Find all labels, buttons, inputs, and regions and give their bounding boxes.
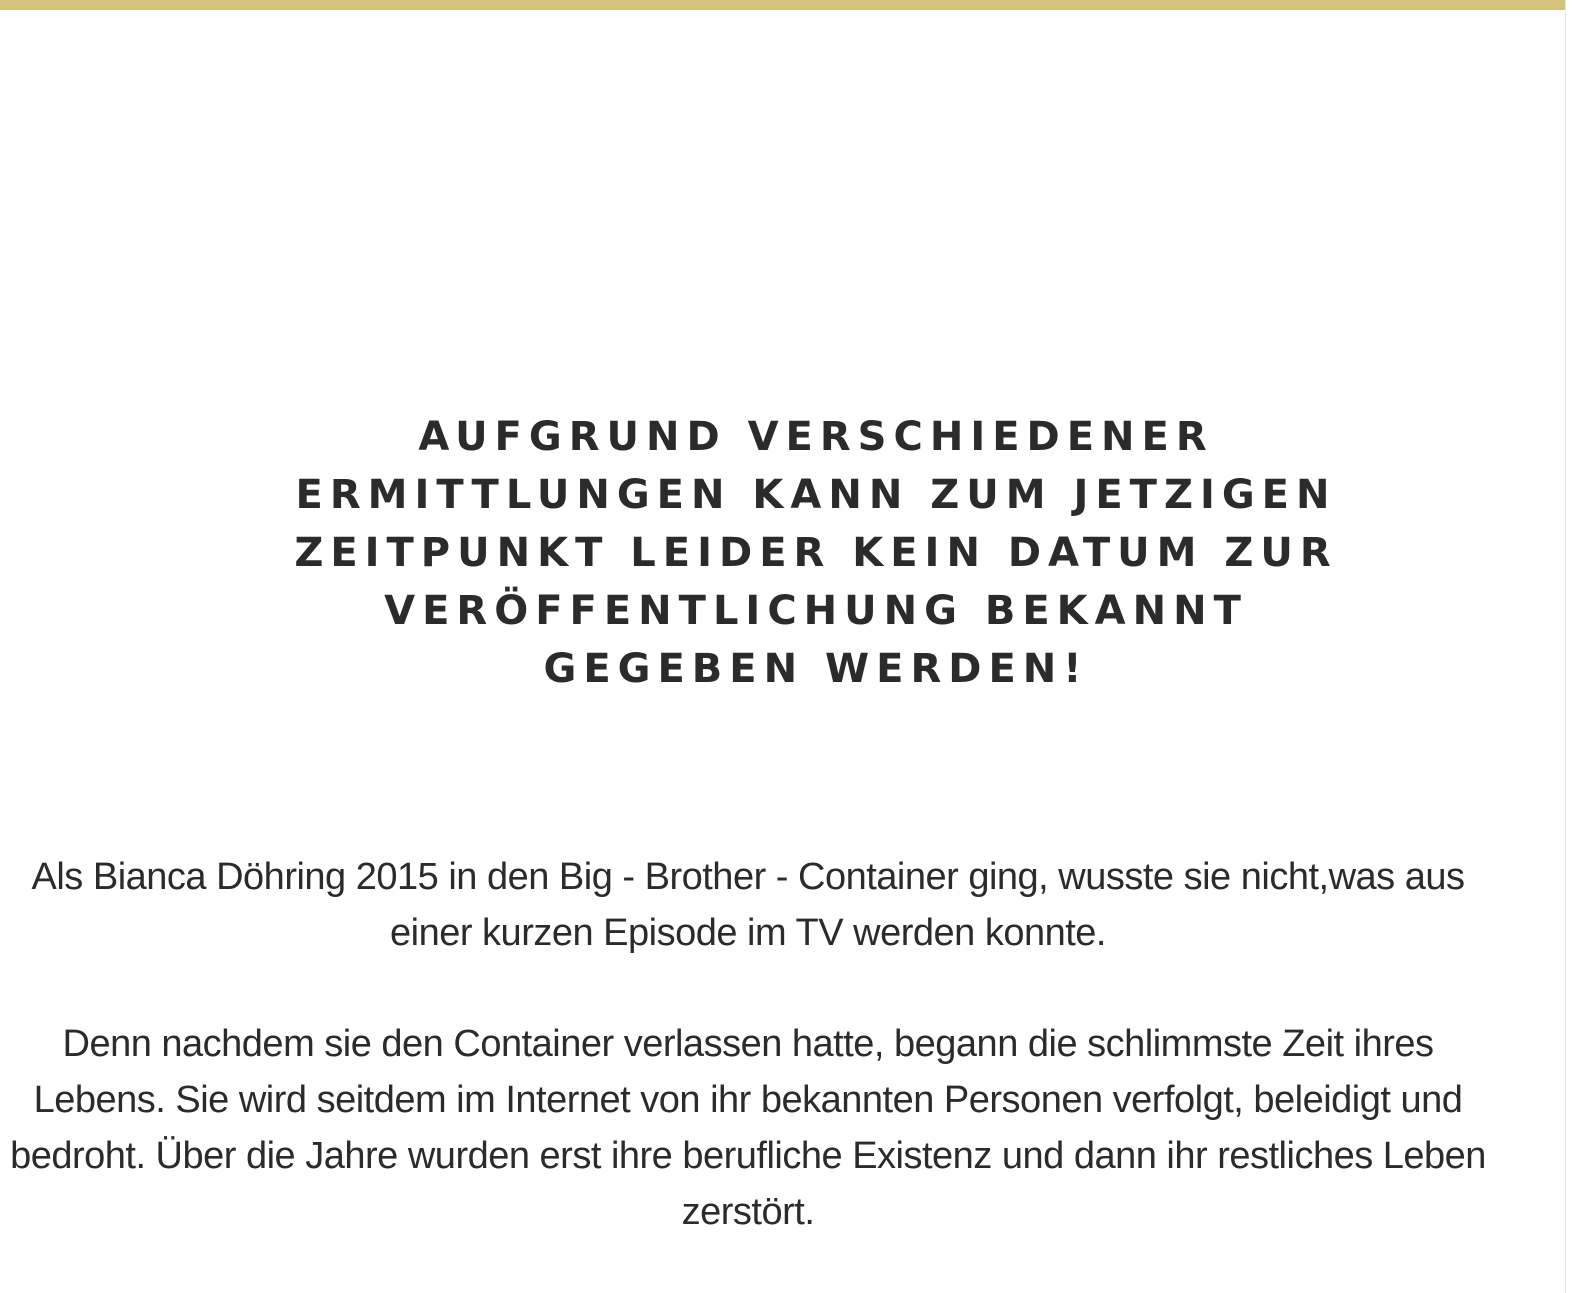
scrollbar-track[interactable] bbox=[1565, 0, 1578, 1293]
intro-paragraph: Als Bianca Döhring 2015 in den Big - Brother - Container ging, wusste sie nicht,was aus einer kurzen Episode im TV werden konnte. bbox=[31, 856, 1465, 954]
announcement-headline: AUFGRUND VERSCHIEDENER ERMITTLUNGEN KANN ZUM JETZIGEN ZEITPUNKT LEIDER KEIN DATUM ZUR VERÖFFENTLICHUNG BEKANNT GEGEBEN WERDEN! bbox=[294, 414, 1338, 692]
story-paragraph: Denn nachdem sie den Container verlassen hatte, begann die schlimmste Zeit ihres Lebens. Sie wird seitdem im Internet von ihr bekannten Personen verfolgt, beleidigt und bedroht. Über die Jahre wurden erst ihre berufliche Existenz und dann ihr restliches Leben zerstört. bbox=[10, 1023, 1486, 1233]
top-accent-bar bbox=[0, 0, 1566, 10]
